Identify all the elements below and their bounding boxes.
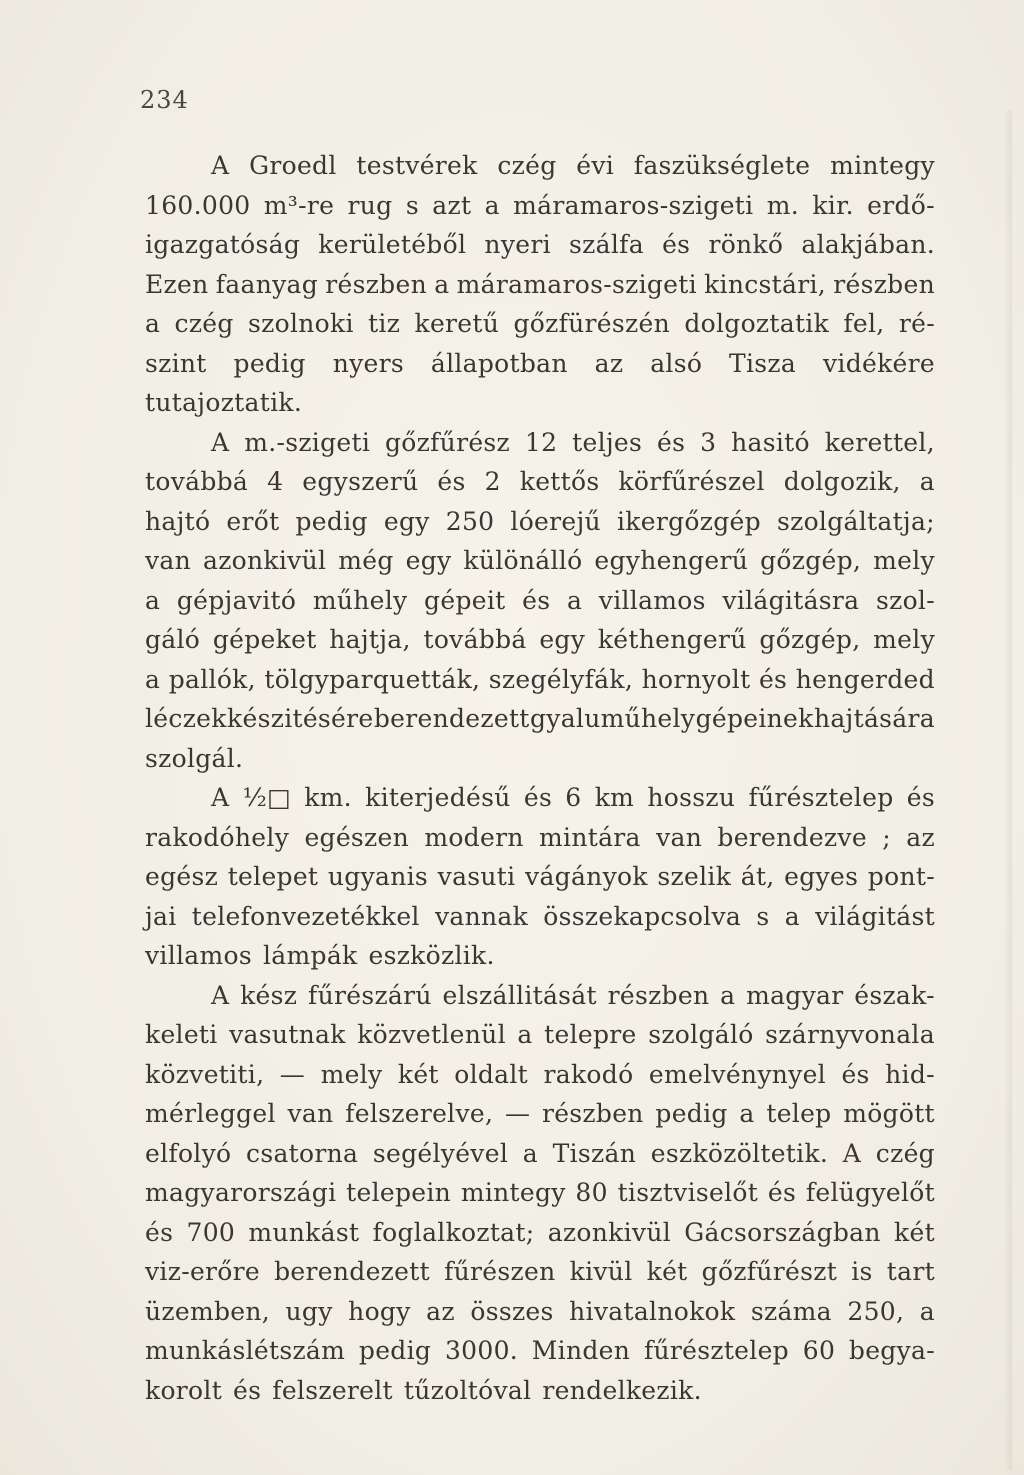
text-line: 160.000 m³-re rug s azt a máramaros-szigeti m. kir. erdő- bbox=[145, 190, 935, 220]
text-line: keleti vasutnak közvetlenül a telepre szolgáló szárnyvonala bbox=[145, 1020, 935, 1049]
text-line: szolgál. bbox=[145, 743, 244, 773]
text-line: a pallók, tölgyparquetták, szegélyfák, hornyolt és hengerded bbox=[145, 664, 935, 694]
page-edge-shadow bbox=[1004, 110, 1012, 1470]
text-line: magyarországi telepein mintegy 80 tisztviselőt és felügyelőt bbox=[145, 1178, 935, 1207]
text-line: A ½□ km. kiterjedésű és 6 km hosszu fűrésztelep és bbox=[211, 783, 935, 812]
text-line: továbbá 4 egyszerű és 2 kettős körfűrészel dolgozik, a bbox=[145, 467, 935, 496]
text-line: hajtó erőt pedig egy 250 lóerejű ikergőzgép szolgáltatja; bbox=[145, 506, 935, 536]
text-line: üzemben, ugy hogy az összes hivatalnokok száma 250, a bbox=[145, 1296, 935, 1326]
text-line: rakodóhely egészen modern mintára van berendezve ; az bbox=[145, 822, 935, 852]
text-line: szint pedig nyers állapotban az alsó Tisza vidékére bbox=[145, 348, 935, 378]
text-line: A Groedl testvérek czég évi faszükséglete mintegy bbox=[211, 151, 935, 180]
text-line: elfolyó csatorna segélyével a Tiszán eszközöltetik. A czég bbox=[145, 1138, 935, 1168]
text-line: munkáslétszám pedig 3000. Minden fűrésztelep 60 begya- bbox=[145, 1336, 935, 1365]
text-line: A kész fűrészárú elszállitását részben a magyar észak- bbox=[211, 980, 935, 1010]
text-line: igazgatóság kerületéből nyeri szálfa és rönkő alakjában. bbox=[145, 230, 935, 259]
text-line: gáló gépeket hajtja, továbbá egy kéthengerű gőzgép, mely bbox=[145, 625, 935, 654]
text-line: korolt és felszerelt tűzoltóval rendelkezik. bbox=[145, 1375, 702, 1405]
text-line: viz-erőre berendezett fűrészen kivül két gőzfűrészt is tart bbox=[145, 1257, 935, 1286]
text-line: a gépjavitó műhely gépeit és a villamos világitásra szol- bbox=[145, 585, 935, 615]
text-line: Ezen faanyag részben a máramaros-szigeti kincstári, részben bbox=[145, 269, 935, 299]
text-line: tutajoztatik. bbox=[145, 388, 303, 417]
page-number: 234 bbox=[140, 86, 189, 114]
text-line: egész telepet ugyanis vasuti vágányok szelik át, egyes pont- bbox=[145, 862, 935, 891]
text-line: a czég szolnoki tiz keretű gőzfürészén dolgoztatik fel, ré- bbox=[145, 309, 935, 338]
body-text bbox=[145, 146, 935, 1410]
text-line: mérleggel van felszerelve, — részben pedig a telep mögött bbox=[145, 1099, 935, 1128]
text-line: van azonkivül még egy különálló egyhengerű gőzgép, mely bbox=[145, 546, 935, 575]
text-line: A m.-szigeti gőzfűrész 12 teljes és 3 hasitó kerettel, bbox=[211, 427, 935, 457]
text-line: jai telefonvezetékkel vannak összekapcsolva s a világitást bbox=[145, 901, 935, 931]
text-line: és 700 munkást foglalkoztat; azonkivül Gácsországban két bbox=[145, 1217, 935, 1247]
text-line: léczek készitésére berendezett gyaluműhely gépeinek hajtására bbox=[145, 704, 935, 733]
text-line: villamos lámpák eszközlik. bbox=[145, 941, 495, 970]
text-line: közvetiti, — mely két oldalt rakodó emelvénynyel és hid- bbox=[145, 1059, 935, 1089]
